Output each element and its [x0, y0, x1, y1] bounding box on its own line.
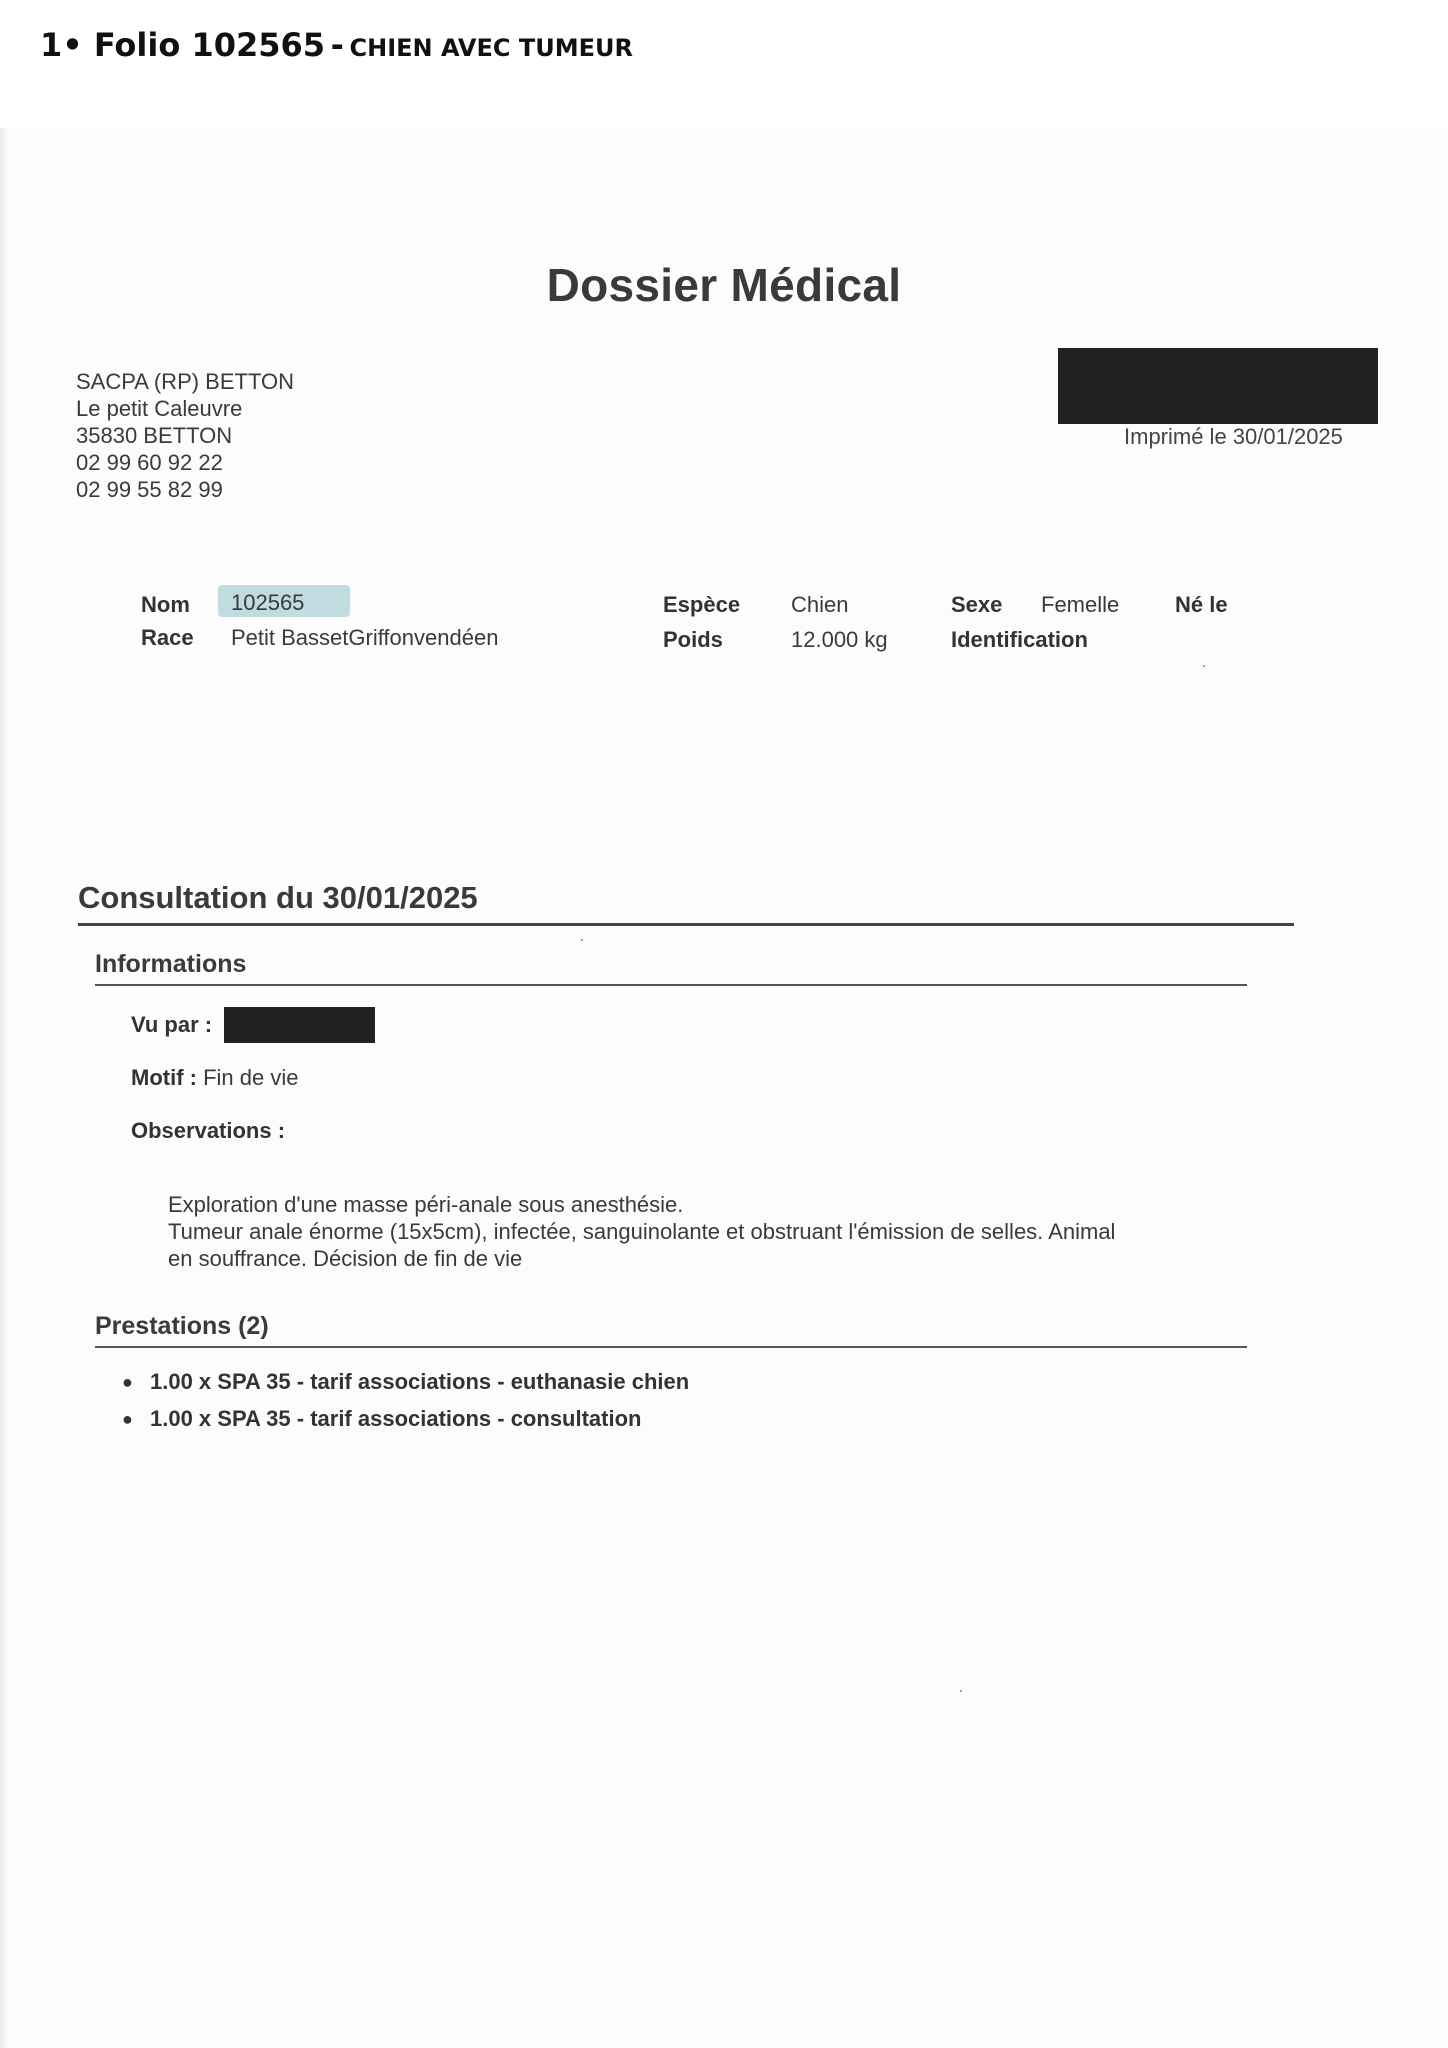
consultation-divider [78, 923, 1294, 926]
informations-title: Informations [95, 950, 247, 978]
observation-line: Tumeur anale énorme (15x5cm), infectée, sanguinolante et obstruant l'émission de selles. Animal [168, 1219, 1116, 1244]
prestations-divider [95, 1346, 1247, 1348]
caption-separator: - [330, 26, 344, 64]
sexe-value: Femelle [1041, 592, 1120, 617]
vu-par-label: Vu par : [131, 1012, 213, 1037]
redacted-vu-par [224, 1007, 375, 1043]
bullet-icon: ● [122, 1372, 133, 1392]
scan-speck [960, 1690, 962, 1692]
clinic-name: SACPA (RP) BETTON [76, 369, 295, 394]
nom-label: Nom [141, 592, 190, 617]
prestations-title: Prestations (2) [95, 1312, 269, 1340]
clinic-phone-1: 02 99 60 92 22 [76, 450, 223, 475]
scan-speck [581, 939, 583, 941]
identification-label: Identification [951, 627, 1088, 652]
consultation-title: Consultation du 30/01/2025 [78, 880, 478, 915]
scanned-document [0, 128, 1448, 2048]
redacted-block-header [1058, 348, 1378, 424]
motif-field [131, 1065, 298, 1091]
folio-number: 1• Folio 102565 [40, 26, 326, 64]
motif-label: Motif : [131, 1065, 197, 1090]
scan-speck [1203, 665, 1205, 667]
printed-date: Imprimé le 30/01/2025 [1124, 424, 1343, 449]
poids-value: 12.000 kg [791, 627, 888, 652]
clinic-phone-2: 02 99 55 82 99 [76, 477, 223, 502]
prestation-text: 1.00 x SPA 35 - tarif associations - euthanasie chien [150, 1369, 690, 1394]
clinic-city: 35830 BETTON [76, 423, 233, 448]
sexe-label: Sexe [951, 592, 1003, 617]
espece-label: Espèce [663, 592, 741, 617]
bullet-icon: ● [122, 1409, 133, 1429]
folio-caption [40, 26, 633, 64]
observations-text [168, 1191, 1188, 1272]
prestation-text: 1.00 x SPA 35 - tarif associations - consultation [150, 1406, 642, 1431]
clinic-street: Le petit Caleuvre [76, 396, 243, 421]
caption-subtitle: CHIEN AVEC TUMEUR [349, 34, 633, 62]
espece-value: Chien [791, 592, 849, 617]
observations-label: Observations : [131, 1118, 286, 1143]
scan-shadow-edge [0, 128, 8, 2048]
document-title: Dossier Médical [546, 259, 902, 311]
clinic-address-block [76, 368, 294, 503]
observation-line: Exploration d'une masse péri-anale sous anesthésie. [168, 1192, 684, 1217]
poids-label: Poids [663, 627, 723, 652]
motif-value: Fin de vie [203, 1065, 299, 1090]
observation-line: en souffrance. Décision de fin de vie [168, 1246, 523, 1271]
race-value: Petit BassetGriffonvendéen [231, 625, 499, 650]
race-label: Race [141, 625, 194, 650]
ne-le-label: Né le [1175, 592, 1228, 617]
nom-value: 102565 [231, 590, 305, 615]
informations-divider [95, 984, 1247, 986]
